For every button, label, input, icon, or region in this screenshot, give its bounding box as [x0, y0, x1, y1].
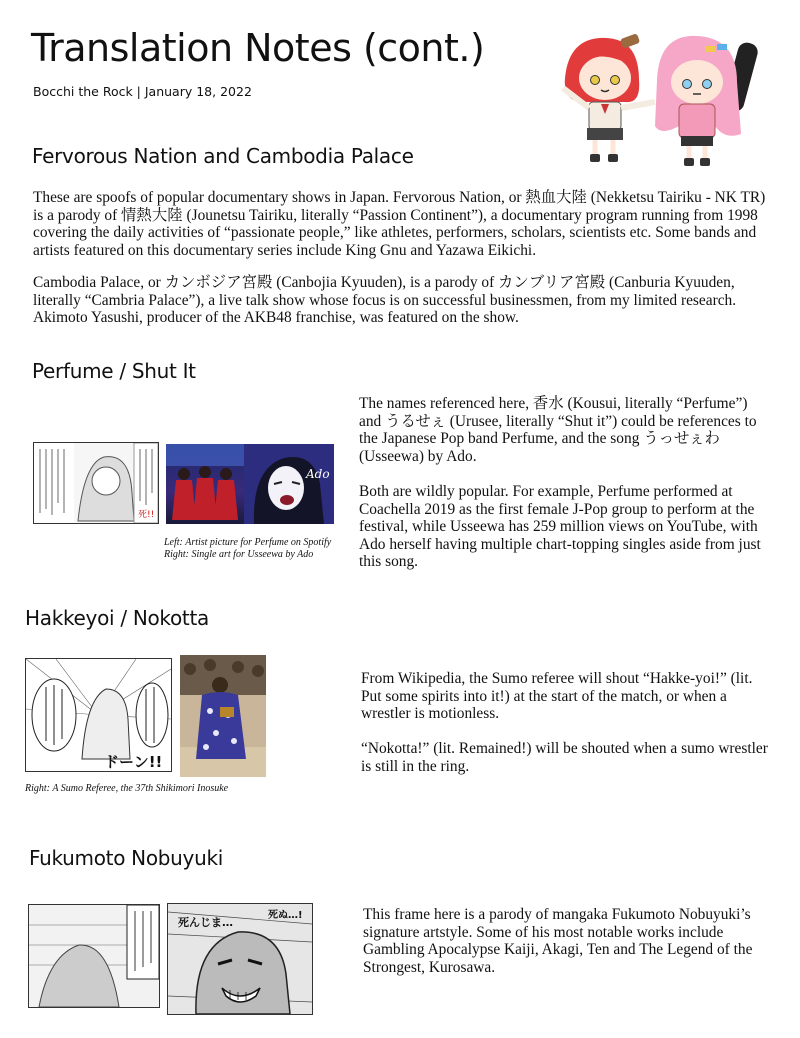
perfume-artist-image [166, 444, 244, 524]
image-caption-perfume-line2: Right: Single art for Usseewa by Ado [164, 549, 314, 560]
manga-panel-image [25, 658, 172, 772]
paragraph-perfume-names: The names referenced here, 香水 (Kousui, literally “Perfume”) and うるせぇ (Urusee, literally “Shut it”) could be references to the Japanese Pop band Perfume, and the song うっせぇわ (Usseewa) by Ado. [359, 395, 757, 465]
paragraph-fukumoto: This frame here is a parody of mangaka Fukumoto Nobuyuki’s signature artstyle. Some of his most notable works include Gambling Apocalypse Kaiji, Akagi, Ten and The Legend of the Strongest, Kurosawa. [363, 906, 753, 976]
fukumoto-style-panel-image [167, 903, 313, 1015]
paragraph-cambodia-palace: Cambodia Palace, or カンボジア宮殿 (Canbojia Kyuuden), is a parody of カンブリア宮殿 (Canburia Kyuuden, literally “Cambria Palace”), a live talk show whose focus is on successful businessmen, from my limited research. Akimoto Yasushi, producer of the AKB48 franchise, was featured on the show. [33, 274, 737, 327]
section-heading-perfume-shut-it: Perfume / Shut It [32, 359, 196, 383]
chibi-characters-illustration [555, 30, 770, 170]
section-heading-fervorous-nation: Fervorous Nation and Cambodia Palace [32, 144, 414, 168]
image-caption-sumo-referee: Right: A Sumo Referee, the 37th Shikimori Inosuke [25, 783, 229, 794]
manga-sfx-text: ドーン!! [104, 753, 163, 771]
section-heading-hakkeyoi-nokotta: Hakkeyoi / Nokotta [25, 606, 209, 630]
sumo-referee-image [180, 655, 266, 777]
page-subtitle: Bocchi the Rock | January 18, 2022 [33, 84, 252, 99]
paragraph-hakkeyoi: From Wikipedia, the Sumo referee will shout “Hakke-yoi!” (lit. Put some spirits into it!) at the start of the match, or when a wrestler is motionless. [361, 670, 753, 723]
paragraph-perfume-popularity: Both are wildly popular. For example, Perfume performed at Coachella 2019 as the first female J-Pop group to perform at the festival, while Usseewa has 259 million views on YouTube, with Ado herself having multiple chart-topping singles aside from just this song. [359, 483, 761, 571]
manga-red-text: 死!! [138, 510, 155, 520]
section-heading-fukumoto-nobuyuki: Fukumoto Nobuyuki [29, 846, 224, 870]
ado-single-art-image [244, 444, 334, 524]
manga-shout-text: 死んじま… [178, 916, 233, 929]
manga-panel-image [28, 904, 160, 1008]
paragraph-fervorous-nation: These are spoofs of popular documentary shows in Japan. Fervorous Nation, or 熱血大陸 (Nekketsu Tairiku - NK TR) is a parody of 情熱大陸 (Jounetsu Tairiku, literally “Passion Continent”), a documentary program running from 1998 covering the daily activities of “passionate people,” like athletes, performers, scholars, scientists etc. Some bands and artists featured on this documentary series include King Gnu and Yazawa Eikichi. [33, 189, 766, 259]
ado-logo-text: Ado [306, 467, 330, 481]
image-caption-perfume-line1: Left: Artist picture for Perfume on Spotify [164, 537, 332, 548]
manga-panel-image [33, 442, 159, 524]
manga-shout-text: 死ぬ…! [268, 910, 303, 921]
page-title: Translation Notes (cont.) [31, 26, 485, 70]
paragraph-nokotta: “Nokotta!” (lit. Remained!) will be shouted when a sumo wrestler is still in the ring. [361, 740, 768, 775]
